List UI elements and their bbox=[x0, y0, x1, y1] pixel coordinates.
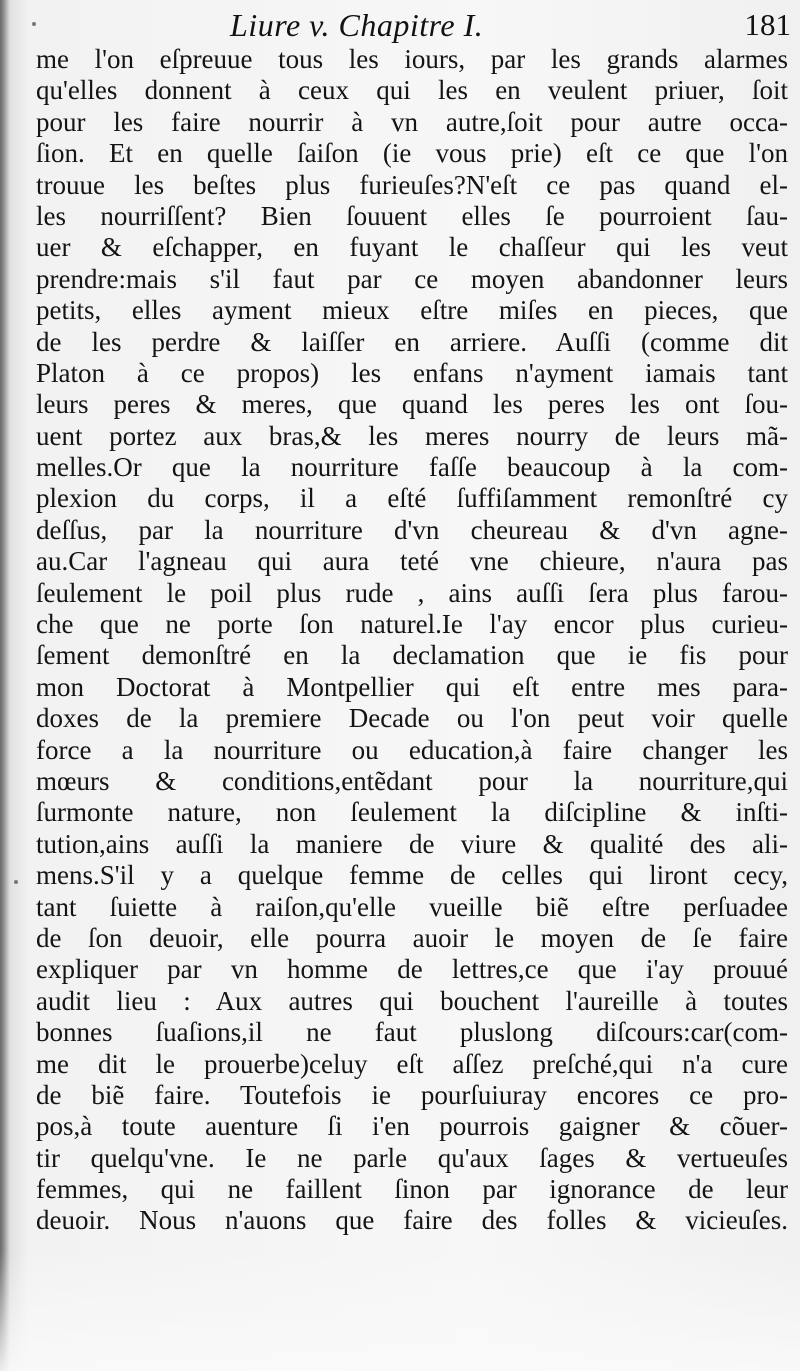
text-line: me dit le prouerbe)celuy eſt aſſez preſché,qui n'a cure bbox=[36, 1048, 788, 1079]
text-line: che que ne porte ſon naturel.Ie l'ay encor plus curieu- bbox=[36, 609, 788, 640]
text-line: me l'on eſpreuue tous les iours, par les grands alarmes bbox=[36, 44, 788, 74]
text-line: ſement demonſtré en la declamation que ie fis pour bbox=[36, 640, 788, 671]
text-line: expliquer par vn homme de lettres,ce que i'ay prouué bbox=[36, 954, 788, 985]
text-line: mœurs & conditions,entẽdant pour la nourriture,qui bbox=[36, 765, 788, 796]
text-line: melles.Or que la nourriture faſſe beaucoup à la com- bbox=[36, 452, 788, 483]
text-line: deſſus, par la nourriture d'vn cheureau & d'vn agne- bbox=[36, 514, 788, 545]
ink-speck bbox=[14, 880, 18, 884]
text-line: uent portez aux bras,& les meres nourry de leurs mã- bbox=[36, 420, 788, 451]
text-line: leurs peres & meres, que quand les peres les ont ſou- bbox=[36, 389, 788, 420]
text-line: Platon à ce propos) les enfans n'ayment iamais tant bbox=[36, 357, 788, 388]
text-line: de ſon deuoir, elle pourra auoir le moyen de ſe faire bbox=[36, 922, 788, 953]
text-line: doxes de la premiere Decade ou l'on peut voir quelle bbox=[36, 703, 788, 734]
text-line: tant ſuiette à raiſon,qu'elle vueille biẽ eſtre perſuadee bbox=[36, 891, 788, 922]
text-line: femmes, qui ne faillent ſinon par ignorance de leur bbox=[36, 1174, 788, 1205]
text-line: ſeulement le poil plus rude , ains auſſi ſera plus farou- bbox=[36, 577, 788, 608]
text-line: mon Doctorat à Montpellier qui eſt entre mes para- bbox=[36, 671, 788, 702]
text-line: prendre:mais s'il faut par ce moyen abandonner leurs bbox=[36, 263, 788, 294]
text-line: force a la nourriture ou education,à faire changer les bbox=[36, 734, 788, 765]
page-number: 181 bbox=[744, 7, 791, 42]
running-head bbox=[40, 2, 795, 46]
text-line: tution,ains auſſi la maniere de viure & qualité des ali- bbox=[36, 828, 788, 859]
text-line: ſion. Et en quelle ſaiſon (ie vous prie) eſt ce que l'on bbox=[36, 138, 788, 169]
text-line: uer & eſchapper, en fuyant le chaſſeur qui les veut bbox=[36, 232, 788, 263]
text-line: deuoir. Nous n'auons que faire des folles & vicieuſes. bbox=[36, 1205, 788, 1236]
text-line: bonnes ſuaſions,il ne faut pluslong diſcours:car(com- bbox=[36, 1017, 788, 1048]
text-line: de les perdre & laiſſer en arriere. Auſſi (comme dit bbox=[36, 326, 788, 357]
text-line: pos,à toute auenture ſi i'en pourrois gaigner & cõuer- bbox=[36, 1111, 788, 1142]
text-line: pour les faire nourrir à vn autre,ſoit pour autre occa- bbox=[36, 106, 788, 137]
text-line: audit lieu : Aux autres qui bouchent l'aureille à toutes bbox=[36, 985, 788, 1016]
text-line: mens.S'il y a quelque femme de celles qui liront cecy, bbox=[36, 860, 788, 891]
text-line: qu'elles donnent à ceux qui les en veulent priuer, ſoit bbox=[36, 75, 788, 106]
gutter-shadow bbox=[0, 0, 10, 1371]
running-title: Liure v. Chapitre I. bbox=[230, 7, 484, 43]
ink-speck bbox=[32, 22, 36, 26]
text-line: petits, elles ayment mieux eſtre miſes en pieces, que bbox=[36, 295, 788, 326]
body-text bbox=[36, 44, 788, 1237]
text-line: de biẽ faire. Toutefois ie pourſuiuray encores ce pro- bbox=[36, 1079, 788, 1110]
text-line: au.Car l'agneau qui aura teté vne chieure, n'aura pas bbox=[36, 546, 788, 577]
text-line: trouue les beſtes plus furieuſes?N'eſt ce pas quand el- bbox=[36, 169, 788, 200]
text-line: plexion du corps, il a eſté ſuffiſamment remonſtré cy bbox=[36, 483, 788, 514]
text-line: ſurmonte nature, non ſeulement la diſcipline & inſti- bbox=[36, 797, 788, 828]
text-line: les nourriſſent? Bien ſouuent elles ſe pourroient ſau- bbox=[36, 200, 788, 231]
text-line: tir quelqu'vne. Ie ne parle qu'aux ſages & vertueuſes bbox=[36, 1142, 788, 1173]
page-margin bbox=[0, 1251, 800, 1371]
